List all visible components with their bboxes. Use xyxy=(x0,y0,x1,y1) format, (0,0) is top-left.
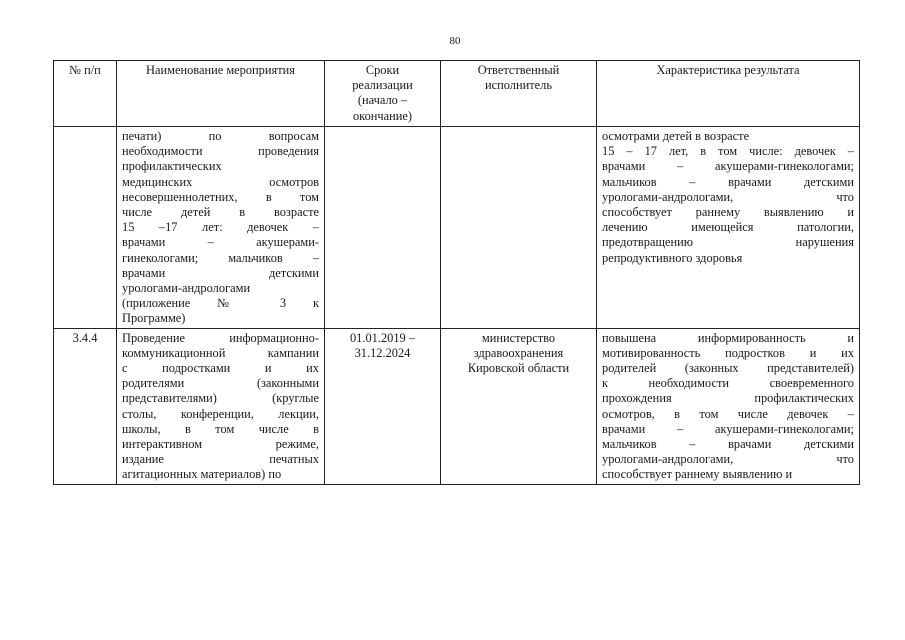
cell-result xyxy=(597,328,860,484)
cell-line: осмотрами детей в возрасте xyxy=(602,129,750,143)
header-activity-name: Наименование мероприятия xyxy=(117,61,325,127)
cell-line: представителями) (круглые xyxy=(122,391,319,406)
cell-line: лечению имеющейся патологии, xyxy=(602,220,854,235)
cell-number xyxy=(54,127,117,329)
cell-line: врачами – акушерами- xyxy=(122,235,319,250)
cell-line: повышена информированность и xyxy=(602,330,854,345)
cell-line: (приложение № 3 к xyxy=(122,296,319,311)
header-term-line: Сроки xyxy=(365,63,400,77)
header-executor-line: Ответственный xyxy=(477,63,560,77)
cell-line: врачами – акушерами-гинекологами; xyxy=(602,421,854,436)
cell-line: Кировской области xyxy=(467,361,570,376)
cell-line: необходимости проведения xyxy=(122,144,319,159)
cell-line: несовершеннолетних, в том xyxy=(122,189,319,204)
cell-line: 31.12.2024 xyxy=(354,345,411,360)
cell-line: репродуктивного здоровья xyxy=(602,250,743,265)
cell-line: с подростками и их xyxy=(122,361,319,376)
cell-line: врачами – акушерами-гинекологами; xyxy=(602,159,854,174)
cell-line: коммуникационной кампании xyxy=(122,345,319,360)
cell-line: мальчиков – врачами детскими xyxy=(602,437,854,452)
cell-line: способствует раннему выявлению и xyxy=(602,205,854,220)
cell-line: Проведение информационно- xyxy=(122,330,319,345)
header-term-line: (начало – xyxy=(357,93,408,108)
cell-activity-name xyxy=(117,328,325,484)
cell-line: родителями (законными xyxy=(122,376,319,391)
activities-table xyxy=(53,60,860,485)
header-term-line: реализации xyxy=(352,78,413,93)
cell-term xyxy=(325,328,441,484)
cell-line: числе детей в возрасте xyxy=(122,205,319,220)
cell-line: родителей (законных представителей) xyxy=(602,361,854,376)
cell-line: 15 – 17 лет, в том числе: девочек – xyxy=(602,144,854,159)
table-body xyxy=(54,127,860,485)
cell-line: урологами-андрологами, что xyxy=(602,189,854,204)
cell-line: урологами-андрологами xyxy=(122,281,251,296)
cell-activity-name xyxy=(117,127,325,329)
header-executor xyxy=(441,61,597,127)
cell-line: мальчиков – врачами детскими xyxy=(602,174,854,189)
cell-term xyxy=(325,127,441,329)
cell-line: 15 –17 лет: девочек – xyxy=(122,220,319,235)
cell-line: к необходимости своевременного xyxy=(602,376,854,391)
cell-line: министерство xyxy=(481,330,556,345)
cell-line: печати) по вопросам xyxy=(122,129,319,143)
cell-line: предотвращению нарушения xyxy=(602,235,854,250)
header-number: № п/п xyxy=(54,61,117,127)
cell-line: агитационных материалов) по xyxy=(122,467,282,482)
cell-line: осмотров, в том числе девочек – xyxy=(602,406,854,421)
cell-line: способствует раннему выявлению и xyxy=(602,467,793,482)
cell-number: 3.4.4 xyxy=(54,328,117,484)
cell-line: школы, в том числе в xyxy=(122,421,319,436)
header-result: Характеристика результата xyxy=(597,61,860,127)
cell-line: прохождения профилактических xyxy=(602,391,854,406)
cell-executor xyxy=(441,328,597,484)
table-row xyxy=(54,127,860,329)
cell-line: врачами детскими xyxy=(122,265,319,280)
header-executor-line: исполнитель xyxy=(485,78,552,93)
cell-line: урологами-андрологами, что xyxy=(602,452,854,467)
cell-result xyxy=(597,127,860,329)
cell-line: интерактивном режиме, xyxy=(122,437,319,452)
cell-executor xyxy=(441,127,597,329)
cell-line: 01.01.2019 – xyxy=(349,330,416,345)
page-number: 80 xyxy=(449,35,461,47)
cell-line: здравоохранения xyxy=(473,345,564,360)
header-term-line: окончание) xyxy=(352,108,413,123)
cell-line: издание печатных xyxy=(122,452,319,467)
header-term xyxy=(325,61,441,127)
table-row xyxy=(54,328,860,484)
cell-line: профилактических xyxy=(122,159,222,174)
cell-line: столы, конференции, лекции, xyxy=(122,406,319,421)
cell-line: гинекологами; мальчиков – xyxy=(122,250,319,265)
cell-line: Программе) xyxy=(122,311,186,326)
cell-line: медицинских осмотров xyxy=(122,174,319,189)
cell-line: мотивированность подростков и их xyxy=(602,345,854,360)
table-header-row xyxy=(54,61,860,127)
